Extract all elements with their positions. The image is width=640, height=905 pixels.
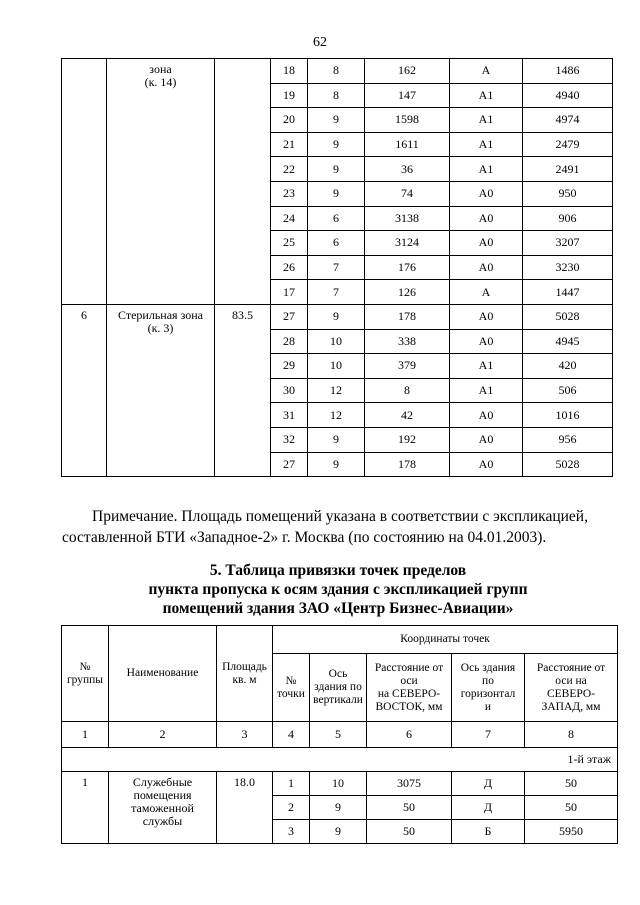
cell-point: 19 [271,83,308,108]
cell-point: 28 [271,329,308,354]
cell-point: 24 [271,206,308,231]
col-number: 6 [367,722,452,748]
cell-dist-ne: 3075 [367,772,452,796]
cell-dist-nw: 5950 [525,820,618,844]
cell-dist-ne: 50 [367,820,452,844]
cell-point: 2 [273,796,310,820]
cell-dist-nw: 5028 [523,304,613,329]
column-numbers-row [62,722,618,748]
cell-axis-h: А0 [450,329,523,354]
cell-point: 20 [271,108,308,133]
cell-dist-nw: 3207 [523,231,613,256]
cell-axis-v: 9 [308,427,365,452]
cell-dist-nw: 1016 [523,403,613,428]
col-number: 2 [109,722,217,748]
cell-axis-v: 6 [308,231,365,256]
col-number: 7 [452,722,525,748]
header-dist-ne: Расстояние от оси на СЕВЕРО- ВОСТОК, мм [367,654,452,722]
cell-point: 23 [271,181,308,206]
cell-dist-ne: 162 [365,59,450,84]
cell-axis-h: А0 [450,403,523,428]
cell-dist-nw: 1447 [523,280,613,305]
cell-dist-ne: 338 [365,329,450,354]
cell-dist-ne: 178 [365,304,450,329]
cell-dist-nw: 906 [523,206,613,231]
group-name: Стерильная зона (к. 3) [107,304,215,476]
cell-axis-h: А0 [450,304,523,329]
cell-point: 30 [271,378,308,403]
cell-axis-v: 9 [308,157,365,182]
note-line-2: составленной БТИ «Западное-2» г. Москва (по состоянию на 04.01.2003). [62,529,547,546]
group-area: 83.5 [215,304,271,476]
col-number: 4 [273,722,310,748]
cell-axis-v: 12 [308,403,365,428]
note [62,506,612,548]
cell-axis-v: 10 [308,354,365,379]
cell-axis-v: 6 [308,206,365,231]
cell-point: 29 [271,354,308,379]
group-area [215,59,271,305]
cell-dist-nw: 506 [523,378,613,403]
heading-line-3: помещений здания ЗАО «Центр Бизнес-Авиации» [162,600,514,617]
cell-axis-v: 8 [308,83,365,108]
cell-dist-ne: 126 [365,280,450,305]
cell-dist-nw: 420 [523,354,613,379]
cell-dist-nw: 1486 [523,59,613,84]
cell-point: 26 [271,255,308,280]
cell-point: 17 [271,280,308,305]
cell-axis-h: А0 [450,206,523,231]
cell-point: 27 [271,304,308,329]
cell-point: 32 [271,427,308,452]
cell-axis-h: А [450,59,523,84]
cell-dist-ne: 379 [365,354,450,379]
cell-axis-v: 7 [308,280,365,305]
col-number: 3 [217,722,273,748]
group-name: Служебные помещения таможенной службы [109,772,217,844]
cell-dist-nw: 2491 [523,157,613,182]
note-line-1: Примечание. Площадь помещений указана в соответствии с экспликацией, [92,508,588,525]
cell-axis-v: 9 [310,820,367,844]
cell-dist-ne: 1598 [365,108,450,133]
cell-axis-h: А1 [450,378,523,403]
cell-dist-ne: 36 [365,157,450,182]
cell-dist-nw: 4974 [523,108,613,133]
cell-axis-h: А0 [450,231,523,256]
cell-axis-v: 10 [310,772,367,796]
cell-axis-h: Д [452,796,525,820]
col-number: 1 [62,722,109,748]
header-dist-nw: Расстояние от оси на СЕВЕРО- ЗАПАД, мм [525,654,618,722]
cell-dist-nw: 4940 [523,83,613,108]
cell-axis-v: 9 [308,452,365,477]
cell-axis-h: А1 [450,83,523,108]
cell-dist-ne: 3124 [365,231,450,256]
header-axis-v: Ось здания по вертикали [310,654,367,722]
cell-dist-ne: 176 [365,255,450,280]
col-number: 5 [310,722,367,748]
cell-dist-ne: 8 [365,378,450,403]
cell-point: 21 [271,132,308,157]
floor-row [62,748,618,772]
table-row [62,772,618,796]
cell-axis-v: 9 [308,132,365,157]
cell-axis-h: А1 [450,132,523,157]
cell-axis-h: А0 [450,427,523,452]
cell-dist-ne: 42 [365,403,450,428]
cell-axis-h: А [450,280,523,305]
cell-dist-ne: 178 [365,452,450,477]
section-heading [62,561,614,618]
cell-point: 22 [271,157,308,182]
cell-dist-ne: 50 [367,796,452,820]
header-group-no: № группы [62,626,109,722]
page-number: 62 [313,35,327,50]
cell-dist-nw: 956 [523,427,613,452]
group-number: 6 [62,304,107,476]
cell-axis-v: 8 [308,59,365,84]
cell-axis-h: Б [452,820,525,844]
header-coords: Координаты точек [273,626,618,654]
floor-label: 1-й этаж [62,748,618,772]
cell-axis-v: 9 [308,108,365,133]
cell-dist-nw: 950 [523,181,613,206]
header-name: Наименование [109,626,217,722]
cell-axis-h: А1 [450,157,523,182]
cell-point: 27 [271,452,308,477]
cell-axis-h: Д [452,772,525,796]
cell-dist-nw: 5028 [523,452,613,477]
cell-dist-nw: 3230 [523,255,613,280]
cell-dist-ne: 1611 [365,132,450,157]
cell-axis-h: А0 [450,452,523,477]
cell-dist-ne: 74 [365,181,450,206]
table-row [62,304,613,329]
cell-point: 3 [273,820,310,844]
cell-axis-h: А0 [450,181,523,206]
cell-axis-v: 7 [308,255,365,280]
cell-point: 1 [273,772,310,796]
cell-axis-h: А1 [450,108,523,133]
group-number [62,59,107,305]
cell-point: 31 [271,403,308,428]
cell-dist-ne: 147 [365,83,450,108]
header-point-no: № точки [273,654,310,722]
cell-axis-v: 9 [308,304,365,329]
heading-line-1: 5. Таблица привязки точек пределов [209,562,467,579]
cell-dist-nw: 50 [525,772,618,796]
table-row [62,59,613,84]
cell-dist-ne: 192 [365,427,450,452]
cell-point: 25 [271,231,308,256]
cell-axis-v: 12 [308,378,365,403]
heading-line-2: пункта пропуска к осям здания с экспликацией групп [148,581,528,598]
cell-axis-h: А0 [450,255,523,280]
cell-axis-v: 9 [308,181,365,206]
points-table-continued [61,58,613,477]
group-name: зона (к. 14) [107,59,215,305]
cell-dist-nw: 2479 [523,132,613,157]
cell-point: 18 [271,59,308,84]
header-area: Площадь кв. м [217,626,273,722]
points-table [61,625,618,844]
group-area: 18.0 [217,772,273,844]
group-number: 1 [62,772,109,844]
cell-axis-v: 10 [308,329,365,354]
cell-axis-h: А1 [450,354,523,379]
header-axis-h: Ось здания по горизонтал и [452,654,525,722]
cell-dist-ne: 3138 [365,206,450,231]
col-number: 8 [525,722,618,748]
cell-axis-v: 9 [310,796,367,820]
cell-dist-nw: 4945 [523,329,613,354]
cell-dist-nw: 50 [525,796,618,820]
